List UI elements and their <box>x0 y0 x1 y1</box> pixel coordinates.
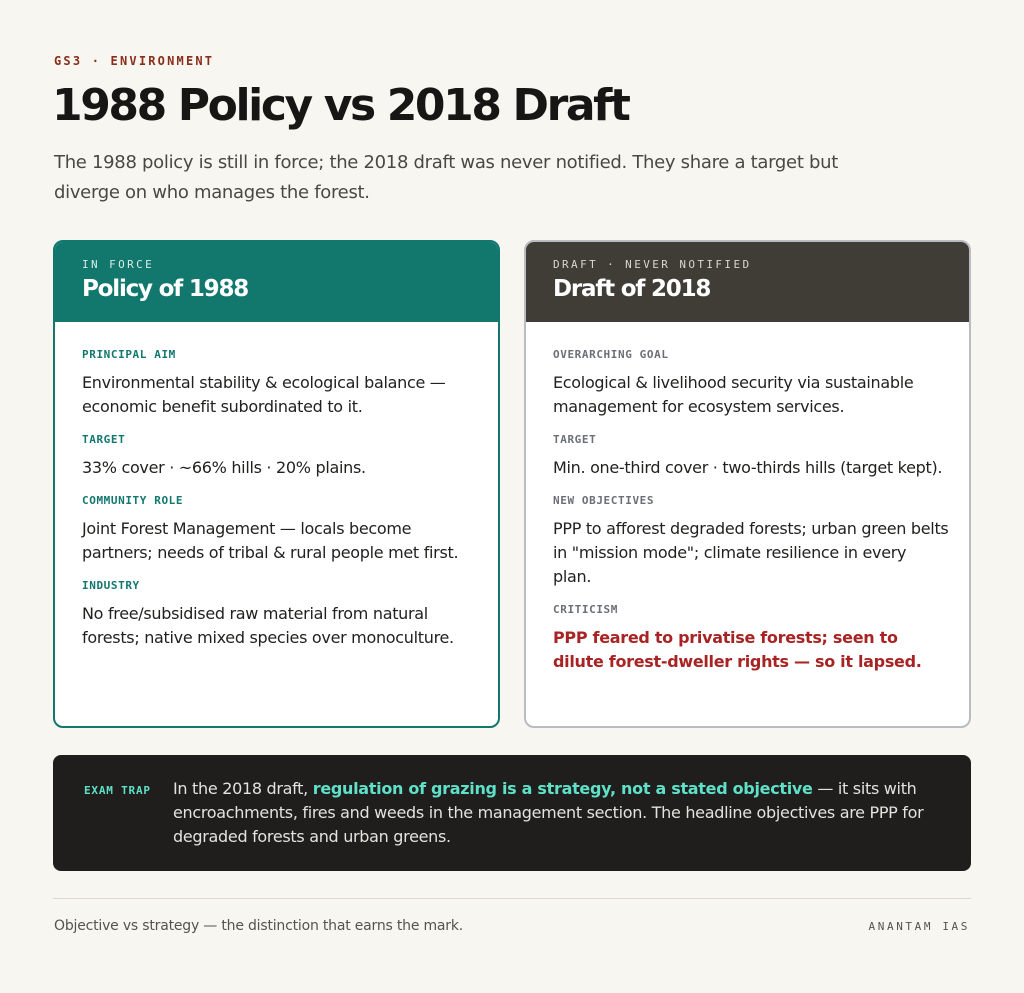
section-label: INDUSTRY <box>82 579 140 592</box>
section-label: NEW OBJECTIVES <box>553 494 655 507</box>
criticism-text: PPP feared to privatise forests; seen to dilute forest-dweller rights — so it lapsed. <box>553 628 922 671</box>
section-text: PPP to afforest degraded forests; urban green belts in "mission mode"; climate resilience in every plan. <box>553 519 949 586</box>
page-title: 1988 Policy vs 2018 Draft <box>52 80 629 131</box>
section-text: Min. one-third cover · two-thirds hills (target kept). <box>553 458 943 477</box>
brand-name: ANANTAM IAS <box>868 920 970 933</box>
draft-2018-card-body <box>526 322 969 674</box>
eyebrow-label: GS3 · ENVIRONMENT <box>54 54 215 68</box>
section-target <box>82 433 478 480</box>
card-tag: IN FORCE <box>82 258 155 271</box>
policy-1988-card <box>53 240 500 728</box>
footer-note: Objective vs strategy — the distinction that earns the mark. <box>54 918 464 934</box>
exam-trap-callout <box>53 755 971 871</box>
section-principal-aim <box>82 348 478 419</box>
section-industry <box>82 579 478 650</box>
section-overarching-goal <box>553 348 949 419</box>
card-title: Draft of 2018 <box>553 276 711 302</box>
section-target <box>553 433 949 480</box>
exam-trap-text-before: In the 2018 draft, <box>173 779 313 798</box>
section-text: Ecological & livelihood security via sustainable management for ecosystem services. <box>553 373 914 416</box>
section-label: OVERARCHING GOAL <box>553 348 669 361</box>
section-label: TARGET <box>553 433 597 446</box>
section-label: COMMUNITY ROLE <box>82 494 184 507</box>
draft-2018-card-header <box>526 242 969 322</box>
section-label: CRITICISM <box>553 603 619 616</box>
section-label: PRINCIPAL AIM <box>82 348 176 361</box>
exam-trap-text <box>173 777 943 849</box>
section-text: No free/subsidised raw material from natural forests; native mixed species over monoculture. <box>82 604 454 647</box>
page-subtitle: The 1988 policy is still in force; the 2018 draft was never notified. They share a target but diverge on who manages the forest. <box>54 152 838 203</box>
draft-2018-card <box>524 240 971 728</box>
section-label: TARGET <box>82 433 126 446</box>
section-community-role <box>82 494 478 565</box>
exam-trap-text-after: — it sits with encroachments, fires and weeds in the management section. The headline objectives are PPP for degraded forests and urban greens. <box>173 779 924 846</box>
section-new-objectives <box>553 494 949 589</box>
footer-divider <box>53 898 971 899</box>
section-text: 33% cover · ~66% hills · 20% plains. <box>82 458 366 477</box>
policy-1988-card-header <box>55 242 498 322</box>
exam-trap-highlight: regulation of grazing is a strategy, not a stated objective <box>312 779 813 798</box>
section-text: Environmental stability & ecological balance — economic benefit subordinated to it. <box>82 373 446 416</box>
card-title: Policy of 1988 <box>82 276 249 302</box>
card-tag: DRAFT · NEVER NOTIFIED <box>553 258 752 271</box>
section-text: Joint Forest Management — locals become partners; needs of tribal & rural people met first. <box>82 519 459 562</box>
exam-trap-label: EXAM TRAP <box>84 784 151 797</box>
section-criticism <box>553 603 949 674</box>
policy-1988-card-body <box>55 322 498 650</box>
